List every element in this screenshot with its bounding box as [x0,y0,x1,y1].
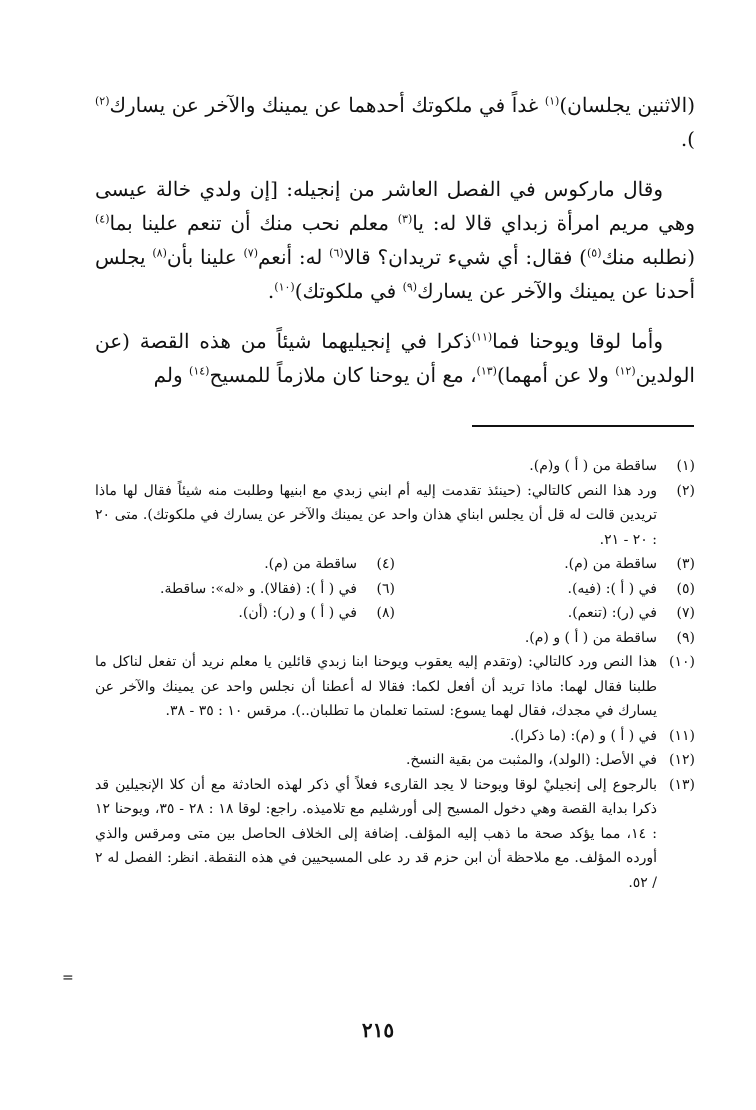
footnote-ref-13: (١٣) [476,364,497,378]
footnote-ref-12: (١٢) [615,364,636,378]
footnote-ref-14: (١٤) [189,364,210,378]
footnote-ref-1: (١) [544,94,560,108]
footnote-10: (١٠) هذا النص ورد كالتالي: (وتقدم إليه يعقوب ويوحنا ابنا زبدي قائلين يا معلم نريد أن تفعل لناكل ما طلبنا فقال لهما: ماذا تريد أن أفعل لكما: فقالا له أعطنا أن نجلس واحد عن يمينك والآخر عن يسارك في مجدك، فقال لهما يسوع: لستما تعلمان ما تطلبان..). مرقس ١٠ : ٣٥ - ٣٨. [95,654,695,719]
footnote-ref-2: (٢) [95,94,110,108]
paragraph-1: (الاثنين يجلسان)$^{(١)}$ غداً في ملكوتك أحدهما عن يمينك والآخر عن يسارك$^{(٢)}$ ). [95,93,696,151]
footnote-6: (٦) في ( أ ): (فقالا). و «له»: ساقطة. [160,580,395,597]
footnote-9: (٩) ساقطة من ( أ ) و (م). [524,629,695,646]
footnotes [95,454,695,895]
footnote-ref-10: (١٠) [274,280,295,294]
footnote-12: (١٢) في الأصل: (الولد)، والمثبت من بقية النسخ. [405,752,695,768]
paragraph-2: وقال ماركوس في الفصل العاشر من إنجيله: [إن ولدي خالة عيسى وهي مريم امرأة زبداي قالا له: يا$^{(٣)}$ معلم نحب منك أن تنعم علينا بما$^{(٤)}$ (نطلبه منك$^{(٥)}$) فقال: أي شيء تريدان؟ قالا$^{(٦)}$ له: أنعم$^{(٧)}$ علينا بأن$^{(٨)}$ يجلس أحدنا عن يمينك والآخر عن يسارك$^{(٩)}$ في ملكوتك)$^{(١٠)}$. [95,177,696,303]
main-text [95,88,695,392]
footnote-ref-9: (٩) [402,280,418,294]
footnote-8: (٨) في ( أ ) و (ر): (أن). [238,605,395,621]
continuation-mark: = [62,970,74,986]
footnote-row-7-8 [95,601,695,626]
footnote-ref-8: (٨) [152,246,167,260]
footnote-3: (٣) ساقطة من (م). [564,556,695,572]
footnote-ref-11: (١١) [471,330,493,344]
footnote-ref-6: (٦) [329,246,344,260]
footnote-13: (١٣) بالرجوع إلى إنجيليْ لوقا ويوحنا لا يجد القارىء فعلاً أي ذكر لهذه الحادثة مع أن كلا الإنجيلين قد ذكرا بداية القصة وهي دخول المسيح إلى أورشليم مع تلاميذه. راجع: لوقا ١٨ : ٢٨ - ٣٥، ويوحنا ١٢ : ١٤، مما يؤكد صحة ما ذهب إليه المؤلف. إضافة إلى الخلاف الحاصل بين متى ومرقس والذي أورده المؤلف. مع ملاحظة أن ابن حزم قد رد على المسيحيين في هذه النقطة. انظر: الفصل له ٢ / ٥٢. [95,776,695,891]
footnote-7: (٧) في (ر): (تنعم). [567,605,695,621]
footnote-ref-3: (٣) [397,212,413,226]
footnote-11: (١١) في ( أ ) و (م): (ما ذكرا). [509,727,695,744]
footnote-ref-5: (٥) [586,246,602,260]
footnote-separator [472,425,694,427]
paragraph-3: وأما لوقا ويوحنا فما$^{(١١)}$ذكرا في إنجيليهما شيئاً من هذه القصة (عن الولدين$^{(١٢)}$ ولا عن أمهما)$^{(١٣)}$، مع أن يوحنا كان ملازماً للمسيح$^{(١٤)}$ ولم [95,329,695,387]
footnote-row-3-4 [95,552,695,577]
footnote-ref-7: (٧) [243,246,258,260]
footnote-4: (٤) ساقطة من (م). [264,556,395,572]
footnote-5: (٥) في ( أ ): (فيه). [567,580,695,597]
footnote-2: (٢) ورد هذا النص كالتالي: (حينئذ تقدمت إليه أم ابني زبدي مع ابنيها وطلبت منه شيئاً فقال لها ماذا تريدين قالت له قل أن يجلس ابناي هذان واحد عن يمينك والآخر عن يسارك في ملكوتك). متى ٢٠ : ٢٠ - ٢١. [95,482,695,548]
footnote-1: (١) ساقطة من ( أ ) و(م). [529,458,695,474]
footnote-ref-4: (٤) [95,212,110,226]
page-number: ٢١٥ [361,1018,395,1042]
footnote-row-5-6 [95,577,695,602]
